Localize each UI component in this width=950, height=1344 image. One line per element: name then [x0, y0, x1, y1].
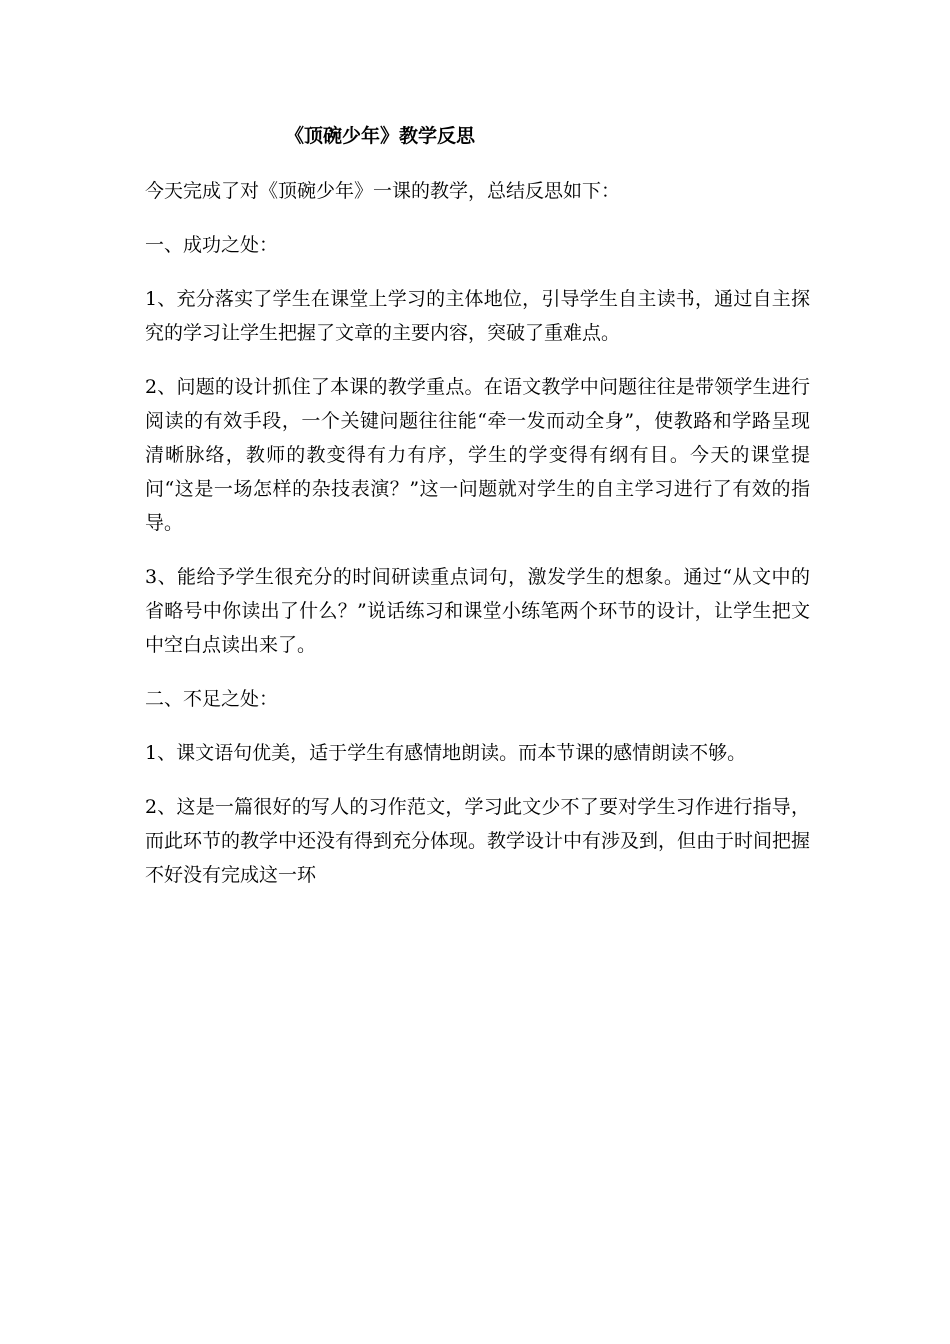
success-item-2: 2、问题的设计抓住了本课的教学重点。在语文教学中问题往往是带领学生进行阅读的有效手段，一个关键问题往往能“牵一发而动全身”，使教路和学路呈现清晰脉络，教师的教变得有力有序，学生的学变得有纲有目。今天的课堂提问“这是一场怎样的杂技表演？”这一问题就对学生的自主学习进行了有效的指导。: [145, 376, 810, 534]
document-title: 《顶碗少年》教学反思: [285, 125, 476, 147]
success-item-3: 3、能给予学生很充分的时间研读重点词句，激发学生的想象。通过“从文中的省略号中你读出了什么？”说话练习和课堂小练笔两个环节的设计，让学生把文中空白点读出来了。: [145, 566, 810, 656]
document-body: [145, 118, 810, 912]
intro-paragraph: 今天完成了对《顶碗少年》一课的教学，总结反思如下：: [145, 180, 621, 202]
section-heading-shortcomings: 二、不足之处：: [145, 688, 279, 710]
shortcoming-item-2: 2、这是一篇很好的写人的习作范文，学习此文少不了要对学生习作进行指导，而此环节的教学中还没有得到充分体现。教学设计中有涉及到，但由于时间把握不好没有完成这一环: [145, 796, 811, 886]
section-heading-successes: 一、成功之处：: [145, 234, 279, 256]
success-item-1: 1、充分落实了学生在课堂上学习的主体地位，引导学生自主读书，通过自主探究的学习让学生把握了文章的主要内容，突破了重难点。: [145, 288, 810, 344]
shortcoming-item-1: 1、课文语句优美，适于学生有感情地朗读。而本节课的感情朗读不够。: [145, 742, 747, 764]
